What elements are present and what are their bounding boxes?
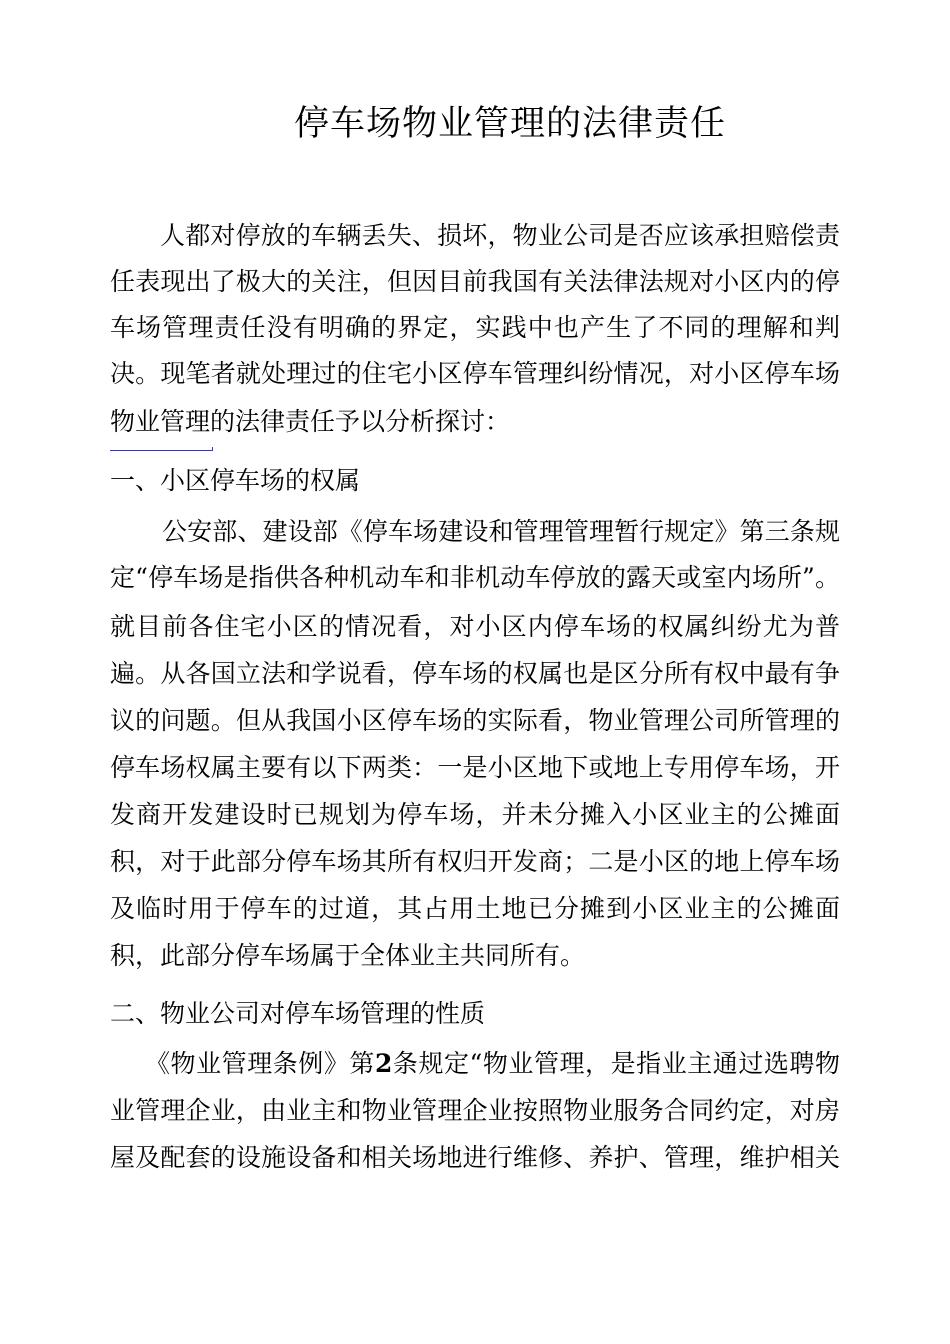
paragraph-line: 遍。从各国立法和学说看，停车场的权属也是区分所有权中最有争 — [110, 659, 840, 688]
paragraph-line: 物业管理的法律责任予以分析探讨： — [110, 407, 511, 436]
paragraph-line: 积，此部分停车场属于全体业主共同所有。 — [110, 941, 586, 970]
section-heading: 一、小区停车场的权属 — [110, 466, 361, 495]
paragraph-line — [110, 1046, 840, 1082]
revision-underline — [110, 450, 213, 451]
paragraph-line: 及临时用于停车的过道，其占用土地已分摊到小区业主的公摊面 — [110, 894, 840, 923]
paragraph-line: 任表现出了极大的关注，但因目前我国有关法律法规对小区内的停 — [110, 267, 840, 296]
paragraph-line: 就目前各住宅小区的情况看，对小区内停车场的权属纠纷尤为普 — [110, 612, 840, 641]
paragraph-line: 屋及配套的设施设备和相关场地进行维修、养护、管理，维护相关 — [110, 1143, 840, 1172]
document-title: 停车场物业管理的法律责任 — [293, 104, 726, 144]
paragraph-line: 业管理企业，由业主和物业管理企业按照物业服务合同约定，对房 — [110, 1096, 840, 1125]
paragraph-line: 公安部、建设部《停车场建设和管理管理暂行规定》第三条规 — [162, 517, 840, 546]
section-heading: 二、物业公司对停车场管理的性质 — [110, 999, 486, 1028]
paragraph-line: 议的问题。但从我国小区停车场的实际看，物业管理公司所管理的 — [110, 706, 840, 735]
article-number: 2 — [374, 1049, 393, 1078]
paragraph-line: 积，对于此部分停车场其所有权归开发商；二是小区的地上停车场 — [110, 847, 840, 876]
text-run: 条规定“物业管理，是指业主通过选聘物 — [392, 1049, 840, 1078]
paragraph-line: 决。现笔者就处理过的住宅小区停车管理纠纷情况，对小区停车场 — [110, 359, 840, 388]
paragraph-line: 定“停车场是指供各种机动车和非机动车停放的露天或室内场所”。 — [110, 563, 840, 592]
text-run: 《物业管理条例》第 — [145, 1049, 375, 1078]
paragraph-line: 发商开发建设时已规划为停车场，并未分摊入小区业主的公摊面 — [110, 800, 840, 829]
revision-underline-tick — [212, 447, 213, 451]
paragraph-line: 人都对停放的车辆丢失、损坏，物业公司是否应该承担赔偿责 — [160, 221, 840, 250]
paragraph-line: 车场管理责任没有明确的界定，实践中也产生了不同的理解和判 — [110, 313, 840, 342]
paragraph-line: 停车场权属主要有以下两类：一是小区地下或地上专用停车场，开 — [110, 753, 840, 782]
